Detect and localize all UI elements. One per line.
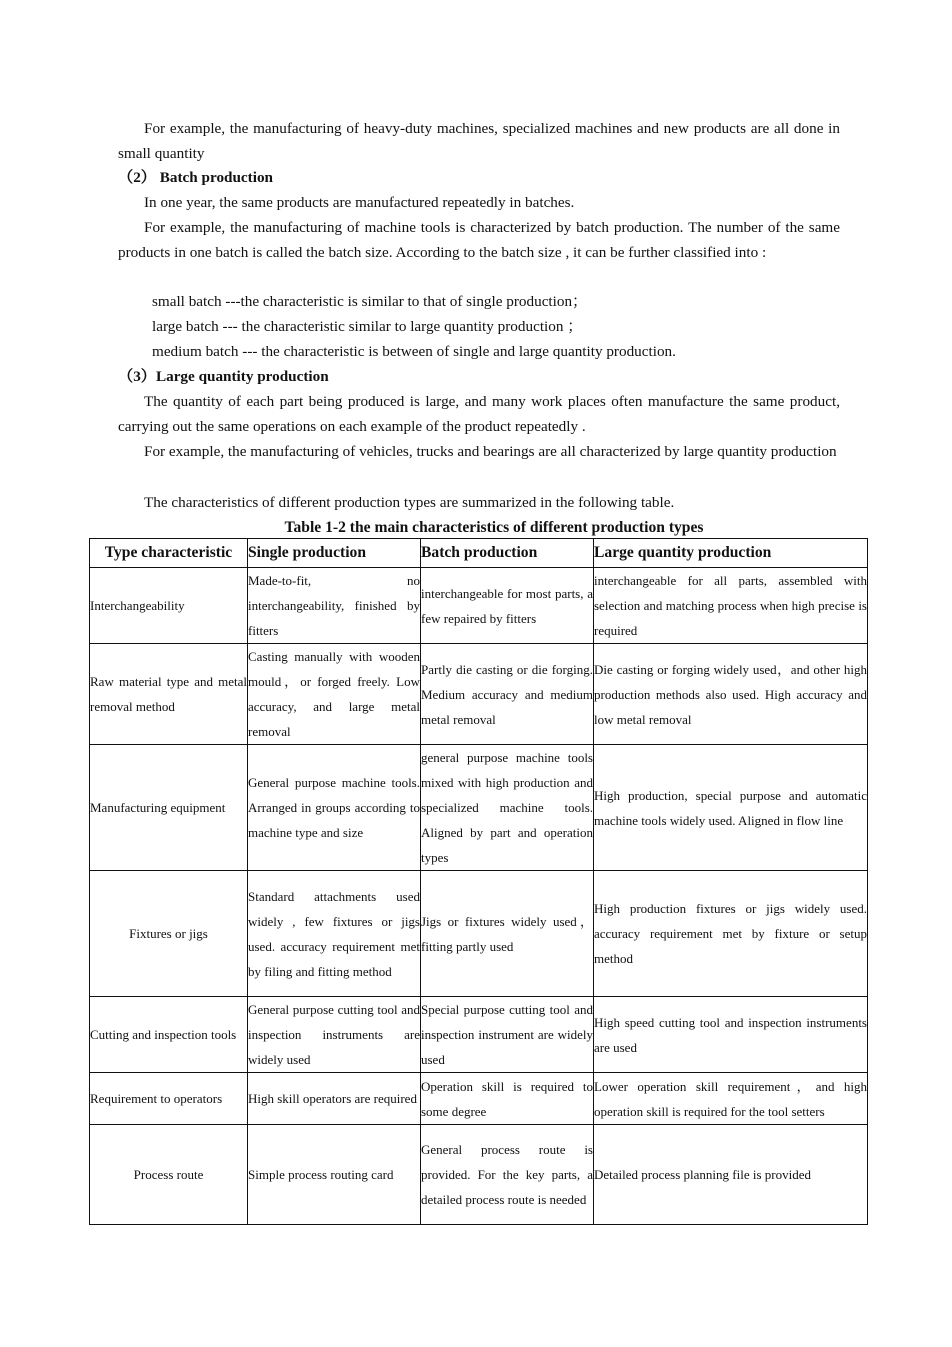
heading-batch-production: （2） Batch production: [118, 169, 273, 186]
table-cell: Special purpose cutting tool and inspection instrument are widely used: [421, 997, 594, 1073]
production-types-table: [89, 538, 868, 1225]
paragraph-large-quantity-definition: The quantity of each part being produced is large, and many work places often manufacture the same product, carrying out the same operations on each example of the product repeatedly .: [118, 393, 840, 435]
table-cell: High production fixtures or jigs widely used. accuracy requirement met by fixture or setup method: [594, 871, 868, 997]
row-label-requirement-to-operators: Requirement to operators: [90, 1073, 248, 1125]
table-cell: Made-to-fit, no interchangeability, finished by fitters: [248, 568, 421, 644]
table-cell: interchangeable for most parts, a few repaired by fitters: [421, 568, 594, 644]
paragraph-batch-example: For example, the manufacturing of machine tools is characterized by batch production. The number of the same products in one batch is called the batch size. According to the batch size , it can be further classified into :: [118, 219, 840, 261]
header-type-characteristic: Type characteristic: [90, 539, 248, 568]
table-row: [90, 568, 868, 644]
table-cell: Simple process routing card: [248, 1125, 421, 1225]
table-cell: Casting manually with wooden mould，or forged freely. Low accuracy, and large metal removal: [248, 644, 421, 745]
row-label-process-route: Process route: [90, 1125, 248, 1225]
table-cell: Partly die casting or die forging. Medium accuracy and medium metal removal: [421, 644, 594, 745]
table-header-row: [90, 539, 868, 568]
table-cell: High skill operators are required: [248, 1073, 421, 1125]
table-row: [90, 1125, 868, 1225]
header-batch-production: Batch production: [421, 539, 594, 568]
paragraph-table-intro: The characteristics of different production types are summarized in the following table.: [144, 494, 675, 511]
row-label-raw-material: Raw material type and metal removal method: [90, 644, 248, 745]
table-row: [90, 997, 868, 1073]
row-label-fixtures-or-jigs: Fixtures or jigs: [90, 871, 248, 997]
list-item-medium-batch: medium batch --- the characteristic is between of single and large quantity production.: [152, 343, 676, 360]
table-row: [90, 644, 868, 745]
table-cell: High speed cutting tool and inspection instruments are used: [594, 997, 868, 1073]
list-item-small-batch: small batch ---the characteristic is similar to that of single production；: [152, 293, 588, 310]
table-cell: General purpose machine tools. Arranged in groups according to machine type and size: [248, 745, 421, 871]
row-label-cutting-inspection-tools: Cutting and inspection tools: [90, 997, 248, 1073]
table-row: [90, 745, 868, 871]
table-cell: Standard attachments used widely , few fixtures or jigs used. accuracy requirement met by filing and fitting method: [248, 871, 421, 997]
table-cell: Die casting or forging widely used，and other high production methods also used. High accuracy and low metal removal: [594, 644, 868, 745]
table-cell: interchangeable for all parts, assembled with selection and matching process when high precise is required: [594, 568, 868, 644]
table-cell: Jigs or fixtures widely used，fitting partly used: [421, 871, 594, 997]
table-cell: Detailed process planning file is provided: [594, 1125, 868, 1225]
table-cell: High production, special purpose and automatic machine tools widely used. Aligned in flow line: [594, 745, 868, 871]
header-single-production: Single production: [248, 539, 421, 568]
table-cell: Lower operation skill requirement，and high operation skill is required for the tool setters: [594, 1073, 868, 1125]
paragraph-large-quantity-example: For example, the manufacturing of vehicles, trucks and bearings are all characterized by large quantity production: [144, 443, 837, 460]
paragraph-small-quantity-example: For example, the manufacturing of heavy-duty machines, specialized machines and new products are all done in small quantity: [118, 120, 840, 162]
list-item-large-batch: large batch --- the characteristic similar to large quantity production ；: [152, 318, 583, 335]
table-cell: General purpose cutting tool and inspection instruments are widely used: [248, 997, 421, 1073]
heading-large-quantity-production: （3）Large quantity production: [118, 368, 329, 385]
table-caption: Table 1-2 the main characteristics of different production types: [284, 519, 704, 536]
row-label-interchangeability: Interchangeability: [90, 568, 248, 644]
row-label-manufacturing-equipment: Manufacturing equipment: [90, 745, 248, 871]
table-cell: Operation skill is required to some degree: [421, 1073, 594, 1125]
header-large-quantity-production: Large quantity production: [594, 539, 868, 568]
table-cell: general purpose machine tools mixed with high production and specialized machine tools. Aligned by part and operation types: [421, 745, 594, 871]
paragraph-batch-definition: In one year, the same products are manufactured repeatedly in batches.: [144, 194, 575, 211]
table-row: [90, 1073, 868, 1125]
table-row: [90, 871, 868, 997]
table-cell: General process route is provided. For the key parts, a detailed process route is needed: [421, 1125, 594, 1225]
